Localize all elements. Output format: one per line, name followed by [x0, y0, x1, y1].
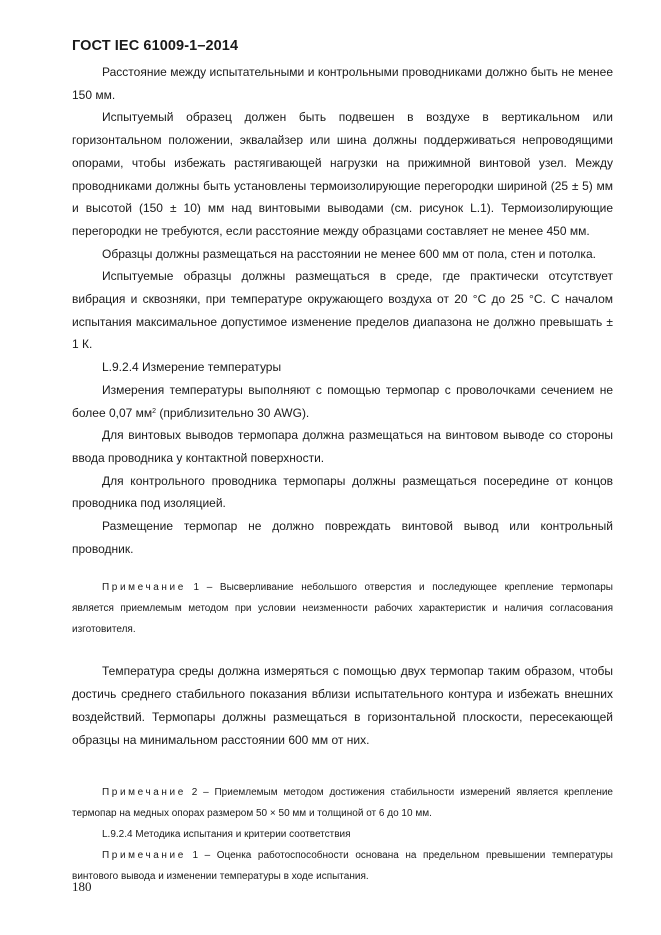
note-2-copper-supports [72, 782, 613, 824]
paragraph-sample-suspension: Испытуемый образец должен быть подвешен в воздухе в вертикальном или горизонтальном положении, эквалайзер или шина должны поддерживаться непроводящими опорами, чтобы избежать растягивающей нагрузки на прижимной винтовой узел. Между проводниками должны быть установлены термоизолирующие перегородки шириной (25 ± 5) мм и высотой (150 ± 10) мм над винтовыми выводами (см. рисунок L.1). Термоизолирующие перегородки не требуются, если расстояние между образцами составляет не менее 450 мм. [72, 110, 613, 238]
note-3-text: 1 – Оценка работоспособности основана на предельном превышении температуры винтового вывода и изменении температуры в ходе испытания. [72, 850, 613, 883]
note-1-drilling [72, 577, 613, 640]
note-label: Примечание [102, 787, 186, 799]
page-number: 180 [72, 879, 92, 894]
note-2-text: 2 – Приемлемым методом достижения стабильности измерений является крепление термопар на медных опорах размером 50 × 50 мм и толщиной от 6 до 10 мм. [72, 787, 613, 820]
document-body [72, 61, 613, 887]
paragraph-ambient-temperature: Температура среды должна измеряться с помощью двух термопар таким образом, чтобы достичь среднего стабильного показания вблизи испытательного контура и избежать внешних воздействий. Термопары должны размещаться в горизонтальной плоскости, пересекающей образцы на минимальном расстоянии 600 мм от них. [72, 664, 613, 747]
paragraph-conductor-distance: Расстояние между испытательными и контрольными проводниками должно быть не менее 150 мм. [72, 65, 613, 102]
note-1-performance [72, 845, 613, 887]
section-heading-temperature-measurement: L.9.2.4 Измерение температуры [102, 360, 282, 375]
paragraph-control-conductor: Для контрольного проводника термопары должны размещаться посередине от концов проводника под изоляцией. [72, 473, 613, 511]
paragraph-screw-terminals: Для винтовых выводов термопара должна размещаться на винтовом выводе со стороны ввода проводника у контактной поверхности. [72, 428, 613, 465]
section-heading-test-method: L.9.2.4 Методика испытания и критерии соответствия [102, 829, 351, 841]
paragraph-thermocouples-tail: (приблизительно 30 AWG). [156, 405, 310, 420]
paragraph-sample-placement: Образцы должны размещаться на расстоянии не менее 600 мм от пола, стен и потолка. [102, 246, 596, 261]
superscript-squared: 2 [152, 407, 157, 415]
note-label: Примечание [102, 850, 186, 862]
document-header: ГОСТ IEC 61009-1–2014 [72, 38, 239, 54]
note-1-text: 1 – Высверливание небольшого отверстия и последующее крепление термопары является приемлемым методом при условии неизменности рабочих характеристик и наличия согласования изготовителя. [72, 582, 613, 636]
paragraph-thermocouples [72, 379, 613, 424]
paragraph-no-damage: Размещение термопар не должно повреждать винтовой вывод или контрольный проводник. [72, 519, 613, 556]
paragraph-thermocouples-text: Измерения температуры выполняют с помощью термопар с проволочками сечением не более 0,07 мм [72, 382, 613, 420]
note-label: Примечание [102, 582, 186, 594]
paragraph-environment: Испытуемые образцы должны размещаться в среде, где практически отсутствует вибрация и сквозняки, при температуре окружающего воздуха от 20 °С до 25 °С. С началом испытания максимальное допустимое изменение пределов диапазона не должно превышать ± 1 К. [72, 269, 613, 352]
